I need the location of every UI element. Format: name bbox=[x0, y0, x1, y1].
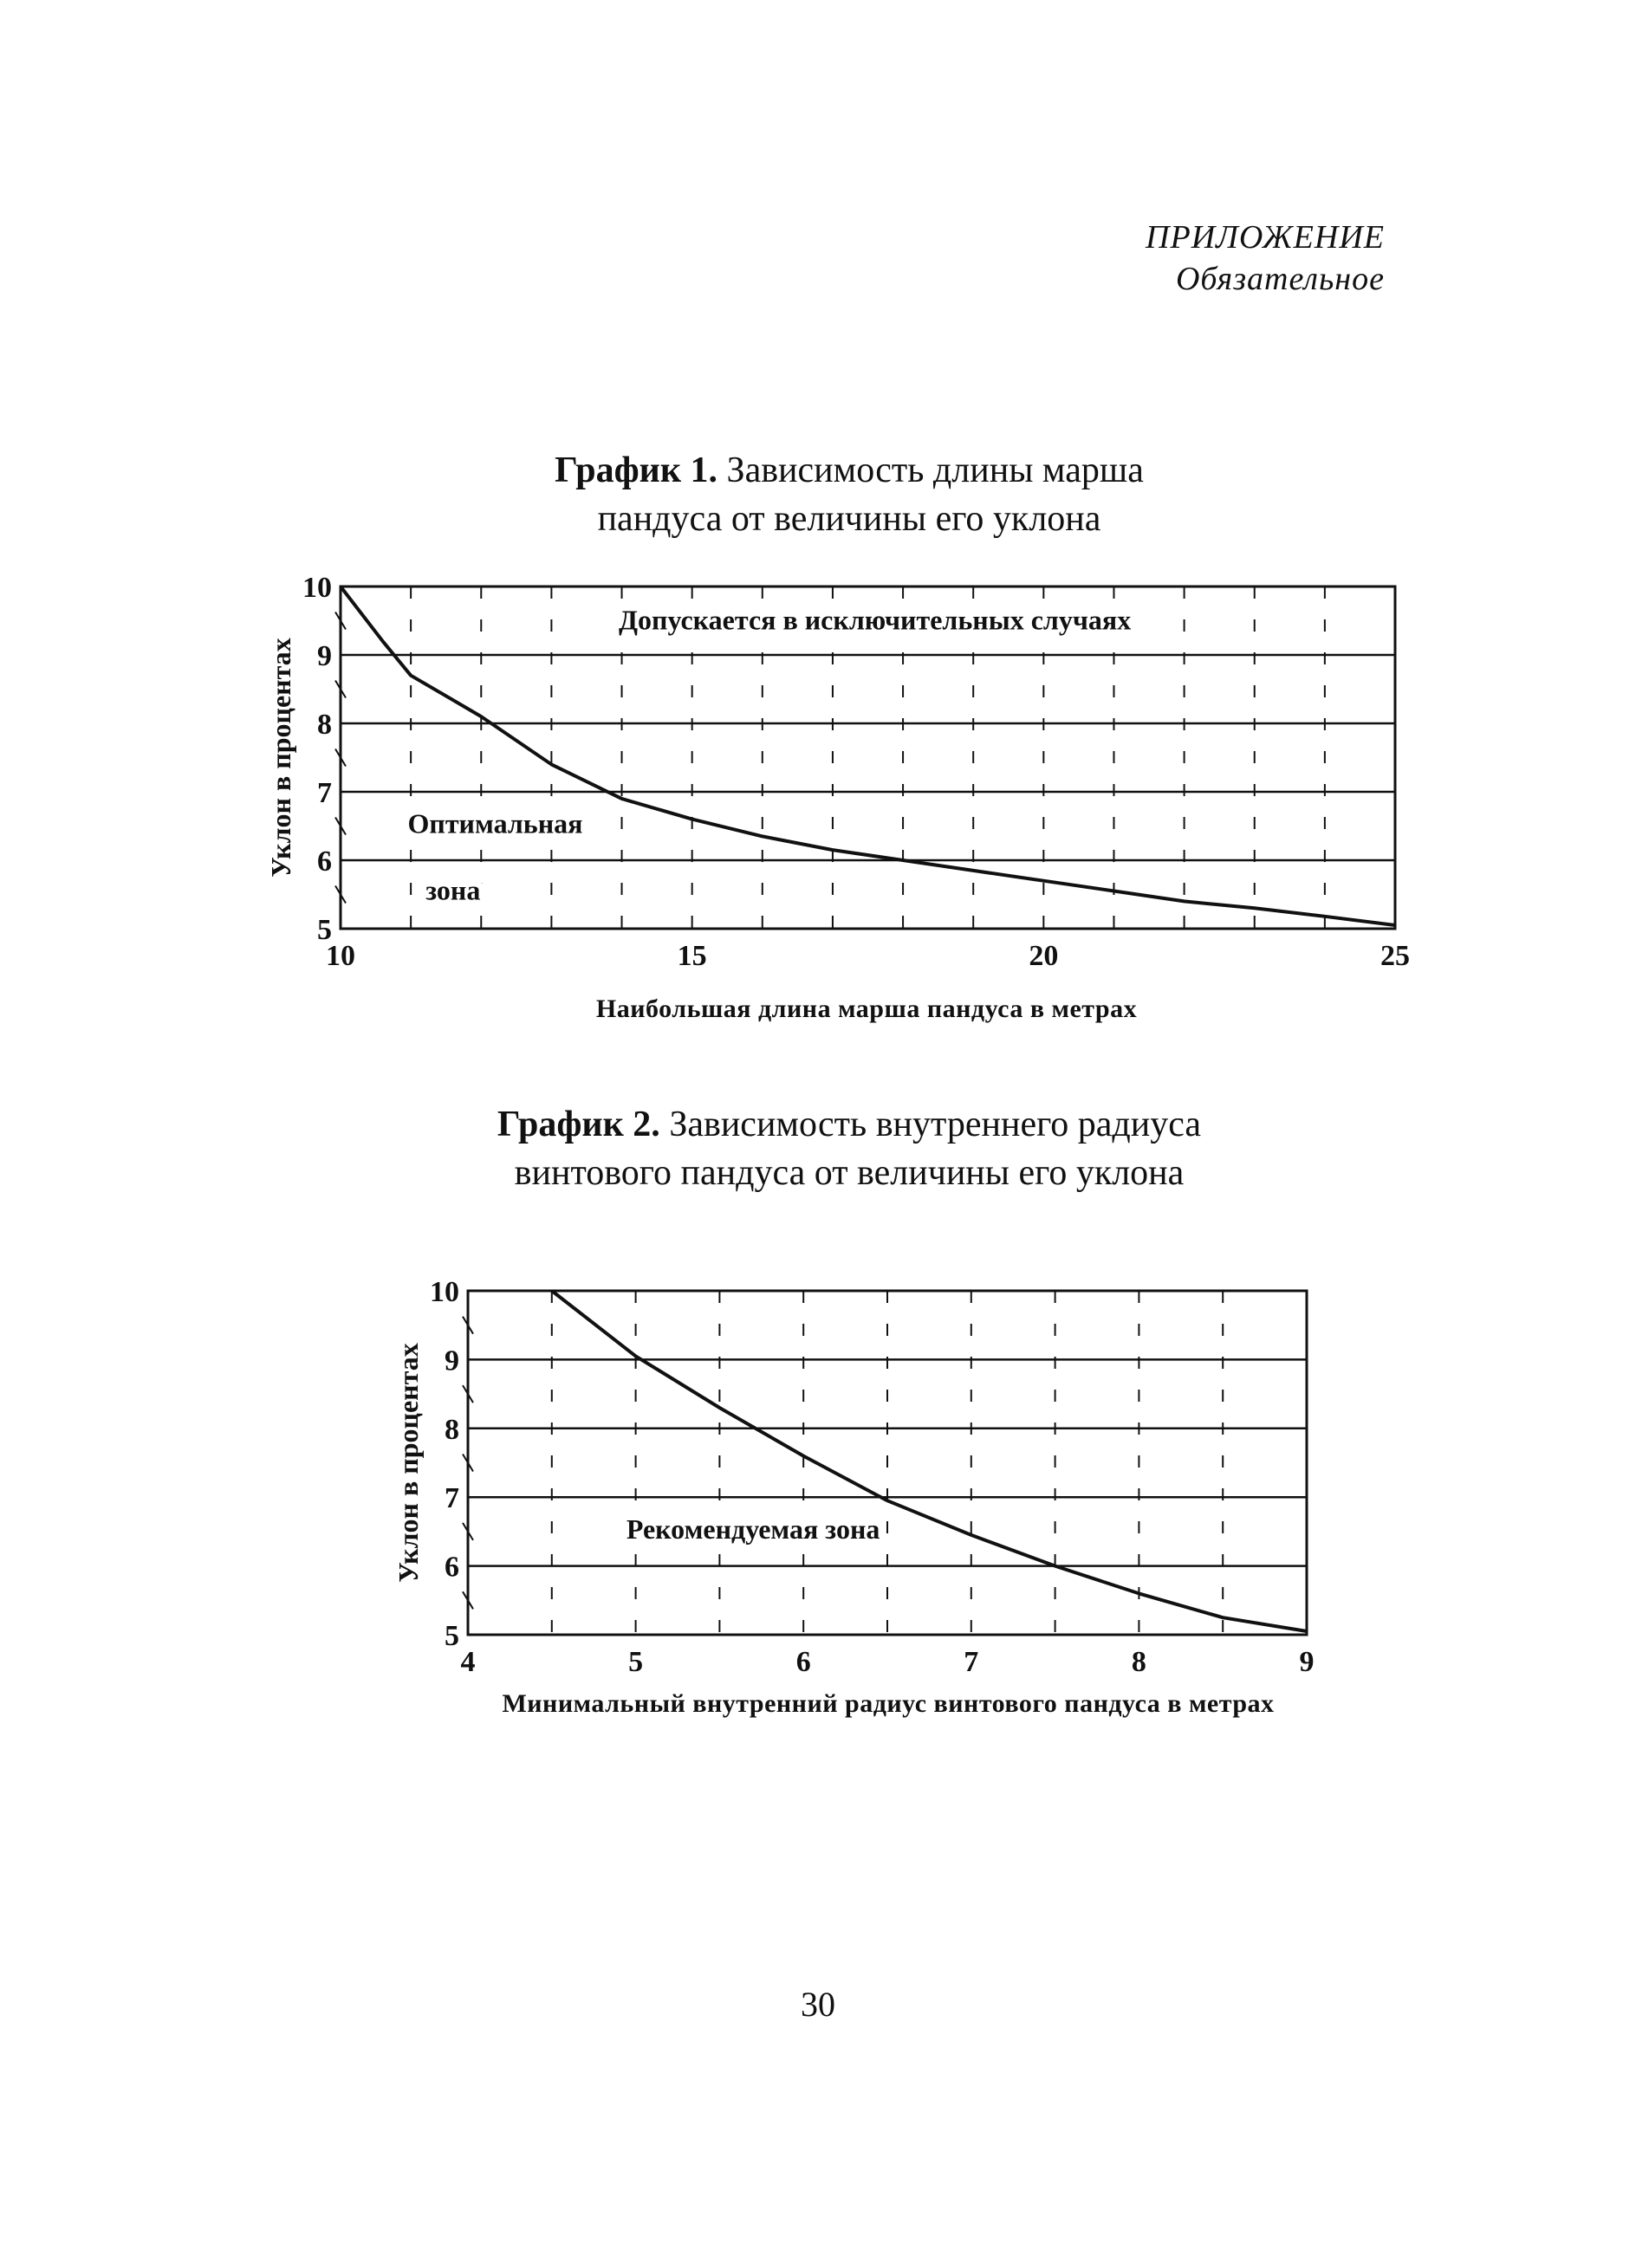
chart2-title-bold: График 2. bbox=[497, 1105, 660, 1144]
chart1-title-bold: График 1. bbox=[555, 450, 718, 490]
chart2-title-line2: винтового пандуса от величины его уклона bbox=[514, 1153, 1185, 1193]
chart2-ytick-label: 6 bbox=[445, 1551, 459, 1584]
chart1-annotation-zone: Оптимальная bbox=[407, 807, 583, 839]
chart1-title-line2: пандуса от величины его уклона bbox=[597, 499, 1101, 539]
chart1-ytick-label: 5 bbox=[317, 914, 332, 946]
chart2-xtick-label: 9 bbox=[1299, 1646, 1315, 1678]
chart2-xlabel: Минимальный внутренний радиус винтового пандуса в метрах bbox=[502, 1689, 1275, 1718]
chart2-annotation-zone: Рекомендуемая зона bbox=[626, 1513, 880, 1545]
chart1-ytick-label: 10 bbox=[302, 572, 332, 604]
appendix-subtitle: Обязательное bbox=[1175, 261, 1385, 297]
chart1-ytick-label: 7 bbox=[317, 777, 332, 809]
chart1-frame bbox=[341, 586, 1395, 929]
chart2-title-rest: Зависимость внутреннего радиуса bbox=[669, 1105, 1202, 1144]
appendix-title: ПРИЛОЖЕНИЕ bbox=[1146, 219, 1385, 256]
chart2-ytick-label: 7 bbox=[445, 1482, 459, 1515]
chart1-annotation-zone-line2: зона bbox=[425, 874, 481, 906]
chart2-ytick-label: 10 bbox=[430, 1276, 459, 1308]
chart2-series-line bbox=[552, 1291, 1307, 1631]
chart2-ylabel: Уклон в процентах bbox=[393, 1343, 424, 1583]
chart2-xtick-label: 5 bbox=[628, 1646, 644, 1678]
chart1-ytick-label: 6 bbox=[317, 846, 332, 878]
chart2-xtick-label: 7 bbox=[964, 1646, 979, 1678]
chart1-xtick-label: 25 bbox=[1380, 940, 1410, 972]
page-number: 30 bbox=[801, 1985, 835, 2024]
chart1-ytick-label: 8 bbox=[317, 709, 332, 741]
chart1-xlabel: Наибольшая длина марша пандуса в метрах bbox=[595, 995, 1138, 1023]
chart1-ytick-label: 9 bbox=[317, 640, 332, 672]
chart1-ylabel: Уклон в процентах bbox=[265, 638, 296, 878]
chart1-xtick-label: 20 bbox=[1029, 940, 1059, 972]
chart2-xtick-label: 6 bbox=[795, 1646, 811, 1678]
chart1-annotation-top-zone: Допускается в исключительных случаях bbox=[619, 604, 1132, 636]
chart2-xtick-label: 8 bbox=[1131, 1646, 1146, 1678]
chart1-xtick-label: 15 bbox=[677, 940, 707, 972]
chart1-series-line bbox=[341, 586, 1395, 925]
chart1-xtick-label: 10 bbox=[326, 940, 355, 972]
chart2-ytick-label: 8 bbox=[445, 1413, 459, 1446]
chart2-ytick-label: 9 bbox=[445, 1345, 459, 1377]
chart1-title-rest: Зависимость длины марша bbox=[726, 450, 1144, 490]
chart2-ytick-label: 5 bbox=[445, 1620, 459, 1652]
chart2-xtick-label: 4 bbox=[460, 1646, 476, 1678]
